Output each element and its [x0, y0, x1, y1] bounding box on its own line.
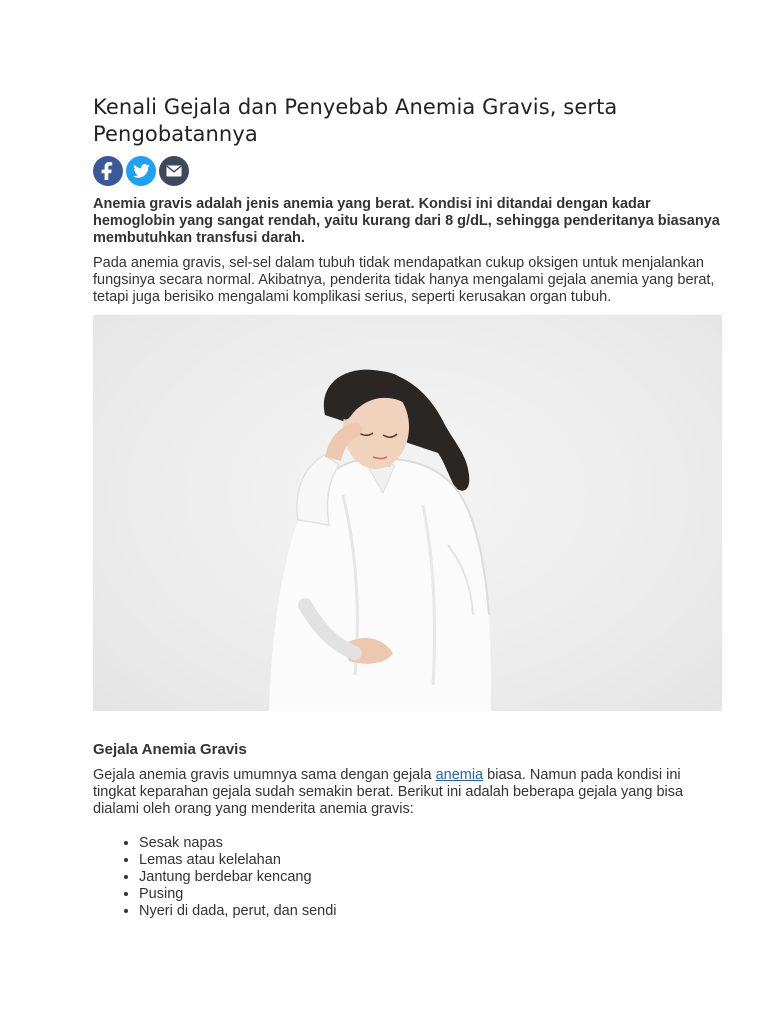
article — [93, 94, 723, 920]
lead-paragraph: Anemia gravis adalah jenis anemia yang berat. Kondisi ini ditandai dengan kadar hemoglobin yang sangat rendah, yaitu kurang dari 8 g/dL, sehingga penderitanya biasanya membutuhkan transfusi darah. — [93, 196, 720, 246]
symptom-list — [93, 835, 723, 920]
email-share-button[interactable] — [159, 156, 189, 186]
list-item: • Pusing — [139, 886, 723, 903]
woman-with-headache-illustration — [93, 315, 722, 711]
list-item: • Nyeri di dada, perut, dan sendi — [139, 903, 723, 920]
body-paragraph: Pada anemia gravis, sel-sel dalam tubuh tidak mendapatkan cukup oksigen untuk menjalankan fungsinya secara normal. Akibatnya, penderita tidak hanya mengalami gejala anemia yang berat, tetapi juga berisiko mengalami komplikasi serius, seperti kerusakan organ tubuh. — [93, 255, 715, 305]
email-icon — [166, 165, 182, 177]
section-heading: Gejala Anemia Gravis — [93, 741, 247, 758]
twitter-share-button[interactable] — [126, 156, 156, 186]
intro-text-start: Gejala anemia gravis umumnya sama dengan gejala — [93, 767, 436, 783]
section-intro — [93, 767, 723, 818]
list-item: • Jantung berdebar kencang — [139, 869, 723, 886]
list-item: • Sesak napas — [139, 835, 723, 852]
share-bar — [93, 156, 723, 186]
anemia-link[interactable]: anemia — [435, 767, 484, 783]
facebook-icon — [101, 162, 115, 180]
facebook-share-button[interactable] — [93, 156, 123, 186]
list-item: • Lemas atau kelelahan — [139, 852, 723, 869]
twitter-icon — [133, 164, 150, 178]
intro-text-end: biasa. Namun pada kondisi ini tingkat keparahan gejala sudah semakin berat. Berikut ini adalah beberapa gejala yang bisa dialami oleh orang yang menderita anemia gravis: — [93, 767, 684, 817]
page-title: Kenali Gejala dan Penyebab Anemia Gravis, serta Pengobatannya — [93, 95, 618, 146]
article-hero-image — [93, 315, 722, 711]
